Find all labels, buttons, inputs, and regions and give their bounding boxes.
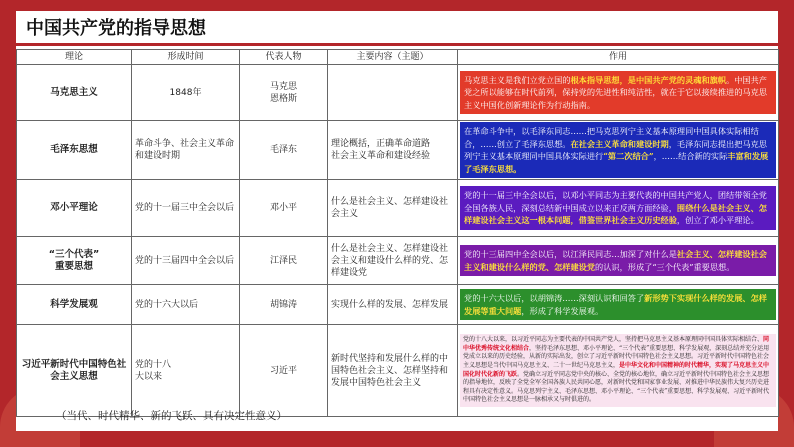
effect-text: 党的十一届三中全会以后，以邓小平同志为主要代表的中国共产党人，团结带领全党全国各族人民，深刻总结新中国成立以来正反两方面经验， xyxy=(464,190,767,213)
cell-effect xyxy=(458,325,779,417)
highlight-text: 社会主义、怎样建设社会主义和建设什么样的党、怎样建设党 xyxy=(464,249,767,272)
cell-effect xyxy=(458,121,779,180)
cell-theory: 习近平新时代中国特色社会主义思想 xyxy=(17,325,132,417)
effect-textbox xyxy=(460,71,776,115)
effect-text: ，……结合新的实际 xyxy=(653,151,728,161)
cell-person: 习近平 xyxy=(240,325,328,417)
cell-content: 新时代坚持和发展什么样的中国特色社会主义、怎样坚持和发展中国特色社会主义 xyxy=(328,325,458,417)
cell-content: 实现什么样的发展、怎样发展 xyxy=(328,285,458,325)
effect-text: ，毛泽东同志提出把马克思列宁主义基本原理同中国具体实际进行 xyxy=(464,138,767,161)
header-person: 代表人物 xyxy=(240,50,328,65)
effect-text: 的认识，形成了“三个代表”重要思想。 xyxy=(595,261,735,272)
header-effect: 作用 xyxy=(458,50,779,65)
effect-text: 马克思主义是我们立党立国的 xyxy=(464,74,571,85)
highlight-text: 围绕什么是社会主义、怎样建设社会主义这一根本问题，借鉴世界社会主义历史经验 xyxy=(464,202,767,226)
table-row xyxy=(17,121,779,180)
highlight-text: 丰富和发展了毛泽东思想。 xyxy=(464,151,769,174)
effect-text: 党的十八大以来，以习近平同志为主要代表的中国共产党人，坚持把马克思主义基本原理同中国具体实际相结合、 xyxy=(463,336,764,344)
effect-text: 党的十六大以后，以胡锦涛……深刻认识和回答了 xyxy=(464,293,645,303)
table-row xyxy=(17,180,779,237)
effect-text: 党的十三届四中全会以后，以江泽民同志…加深了对什么是 xyxy=(464,249,677,259)
cell-person: 江泽民 xyxy=(240,237,328,285)
cell-theory: “三个代表” 重要思想 xyxy=(17,237,132,285)
slide-content xyxy=(16,11,778,431)
cell-content xyxy=(328,65,458,121)
cell-person: 邓小平 xyxy=(240,180,328,237)
cell-time: 1848年 xyxy=(132,65,240,121)
cell-theory: 马克思主义 xyxy=(17,65,132,121)
effect-textbox xyxy=(460,186,776,230)
cell-effect xyxy=(458,237,779,285)
cell-time: 党的十八 大以来 xyxy=(132,325,240,417)
effect-textbox xyxy=(460,122,776,178)
highlight-text: 根本指导思想，是中国共产党的灵魂和旗帜 xyxy=(570,74,727,85)
header-theory: 理论 xyxy=(17,50,132,65)
highlight-text: 是中华文化和中国精神的时代精华，实现了马克思主义中国化时代化新的飞跃 xyxy=(463,361,770,378)
cell-content: 什么是社会主义、怎样建设社会主义 xyxy=(328,180,458,237)
effect-text: 在革命斗争中，以毛泽东同志……把马克思列宁主义基本原理同中国具体实际相结合，……创立了毛泽东思想。 xyxy=(464,126,759,149)
cell-effect xyxy=(458,180,779,237)
cell-content: 理论概括，正确革命道路 社会主义革命和建设经验 xyxy=(328,121,458,180)
table-row xyxy=(17,325,779,417)
title-underline xyxy=(16,43,778,46)
effect-text: ，坚持毛泽东思想、邓小平理论、“三个代表”重要思想、科学发展观，深刻总结并充分运用党成立以来的历史经验，从新的实际出发，创立了习近平新时代中国特色社会主义思想。习近平新时代中国特色社会主义思想是当代中国马克思主义、二十一世纪马克思主义， xyxy=(463,344,770,369)
cell-person: 马克思 恩格斯 xyxy=(240,65,328,121)
effect-textbox xyxy=(460,289,776,320)
highlight-text: 同中华优秀传统文化相结合 xyxy=(463,336,770,352)
cell-time: 党的十六大以后 xyxy=(132,285,240,325)
effect-textbox xyxy=(460,245,776,276)
cell-time: 党的十三届四中全会以后 xyxy=(132,237,240,285)
effect-text: 。中国共产党之所以能够在时代前列，保持党的先进性和纯洁性，就在于它以接续推进的马克思主义中国化创新理论作为行动指南。 xyxy=(464,74,767,110)
header-time: 形成时间 xyxy=(132,50,240,65)
cell-person: 胡锦涛 xyxy=(240,285,328,325)
table-row xyxy=(17,65,779,121)
effect-textbox xyxy=(460,334,776,407)
cell-theory: 毛泽东思想 xyxy=(17,121,132,180)
highlight-text: 在社会主义革命和建设时期 xyxy=(570,138,669,149)
page-title: 中国共产党的指导思想 xyxy=(26,18,206,39)
cell-time: 党的十一届三中全会以后 xyxy=(132,180,240,237)
highlight-text: 新形势下实现什么样的发展、怎样发展等重大问题 xyxy=(464,293,767,316)
cell-time: 革命斗争、社会主义革命和建设时期 xyxy=(132,121,240,180)
cell-content: 什么是社会主义、怎样建设社会主义和建设什么样的党、怎样建设党 xyxy=(328,237,458,285)
header-content: 主要内容（主题） xyxy=(328,50,458,65)
cell-theory: 邓小平理论 xyxy=(17,180,132,237)
footer-note: （当代、时代精华、新的飞跃、具有决定性意义） xyxy=(56,410,287,422)
highlight-text: “第二次结合” xyxy=(603,151,654,161)
table-row xyxy=(17,237,779,285)
cell-theory: 科学发展观 xyxy=(17,285,132,325)
effect-text: ，形成了科学发展观。 xyxy=(521,305,604,316)
table-row xyxy=(17,285,779,325)
cell-effect xyxy=(458,65,779,121)
guiding-thought-table xyxy=(16,49,779,417)
effect-text: 。党确立习近平同志党中央的核心、全党的核心地位，确立习近平新时代中国特色社会主义思想的指导地位，反映了全党全军全国各族人民共同心愿，对新时代党和国家事业发展、对推进中华民族伟大复兴历史进程具有决定性意义。马克思列宁主义、毛泽东思想、邓小平理论、“三个代表”重要思想、科学发展观、习近平新时代中国特色社会主义思想是一脉相承又与时俱进的。 xyxy=(463,370,770,404)
cell-person: 毛泽东 xyxy=(240,121,328,180)
cell-effect xyxy=(458,285,779,325)
table-header-row xyxy=(17,50,779,65)
effect-text: ，创立了邓小平理论。 xyxy=(676,215,759,226)
